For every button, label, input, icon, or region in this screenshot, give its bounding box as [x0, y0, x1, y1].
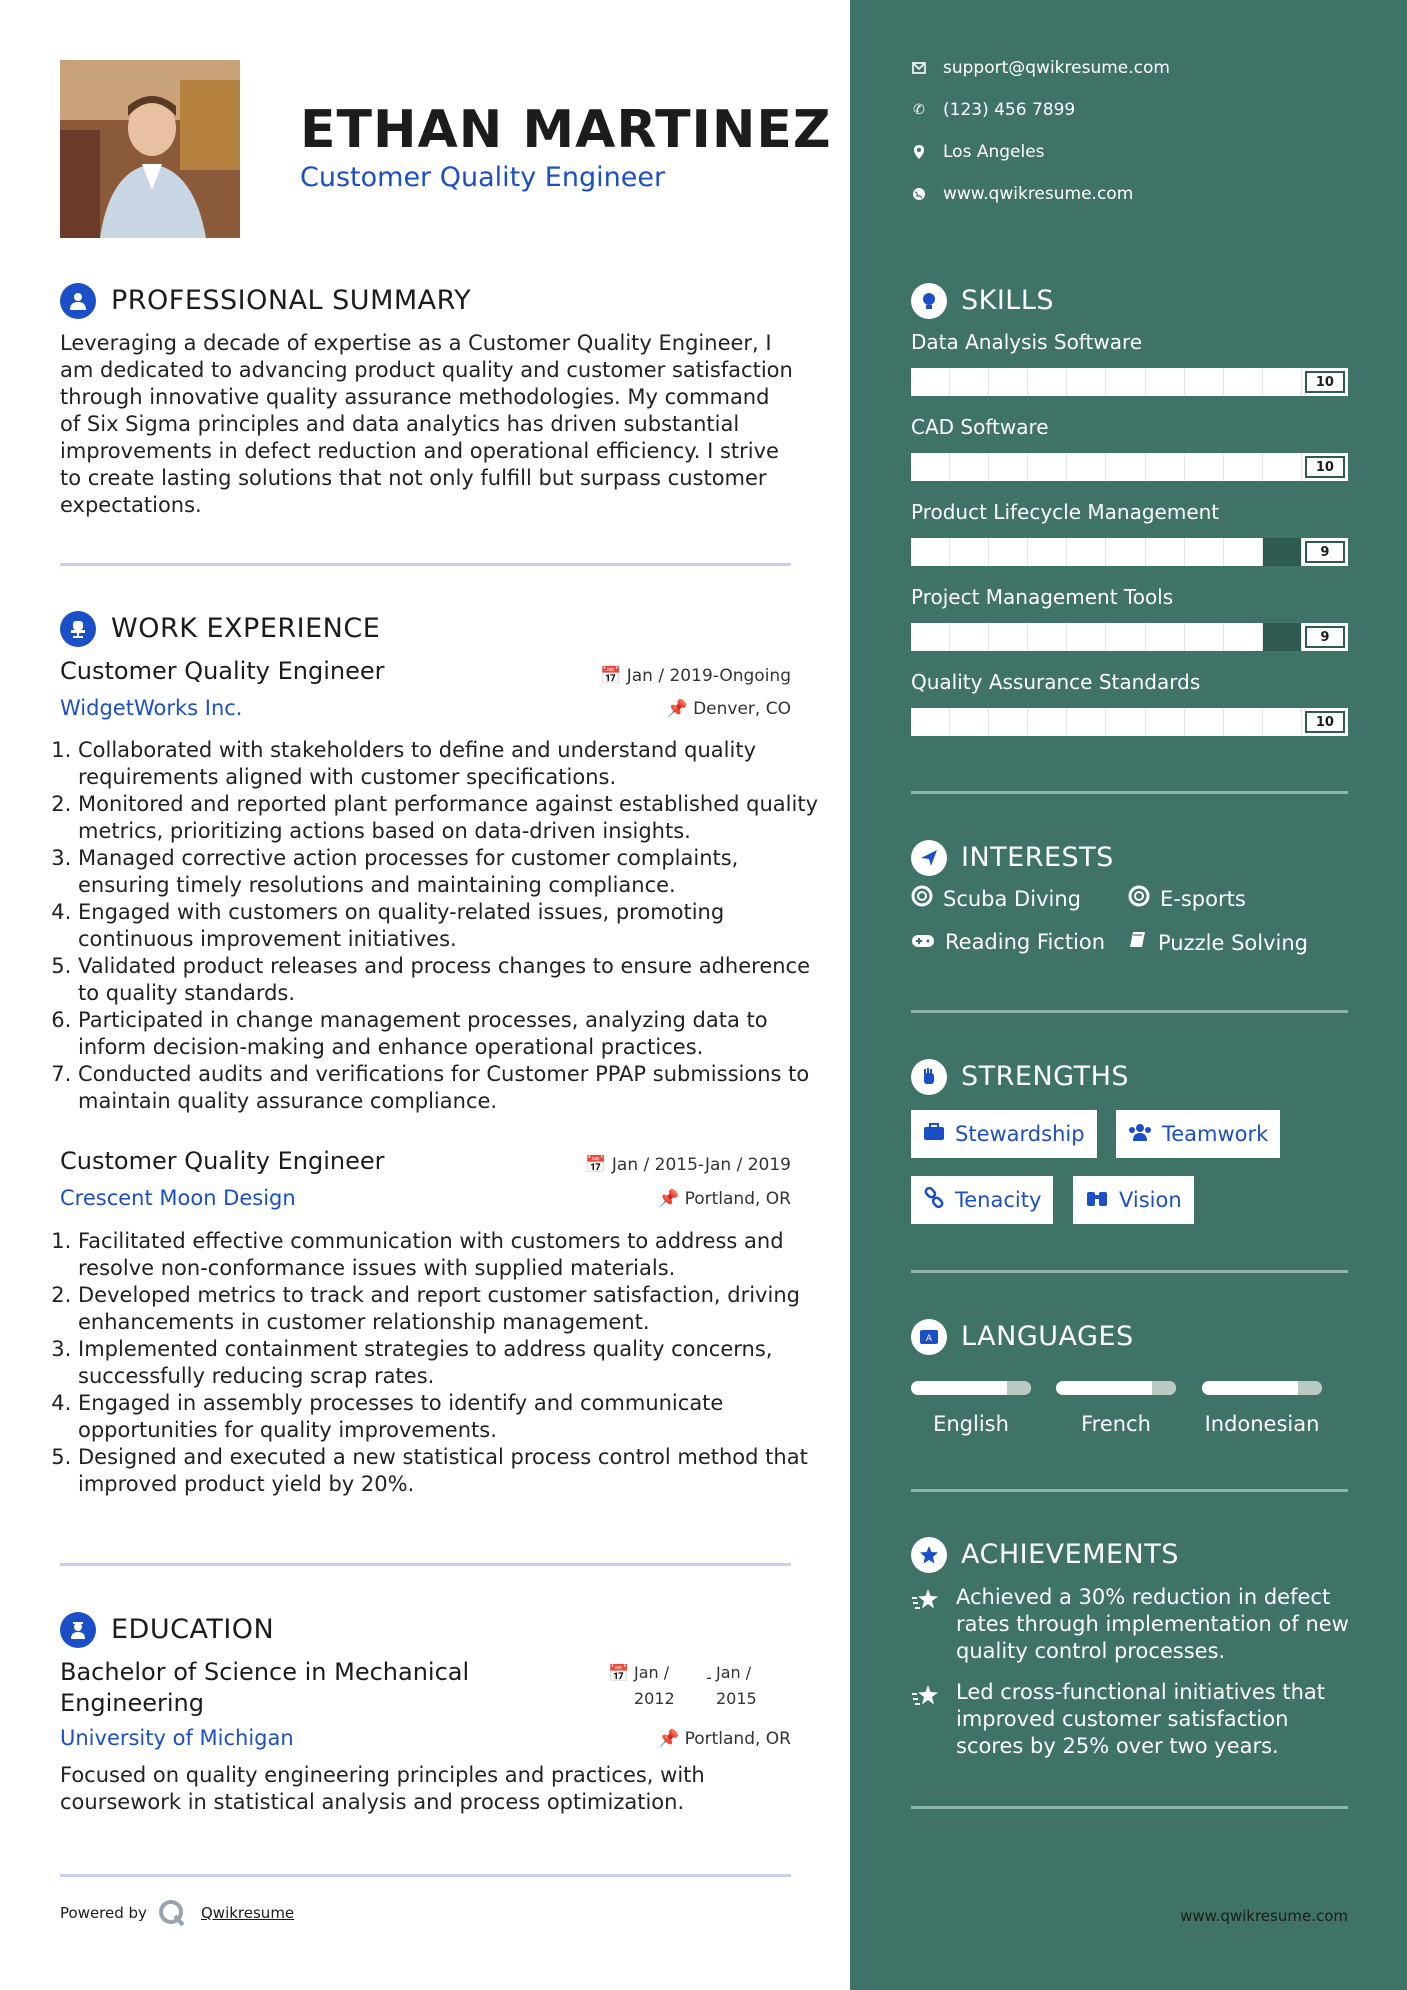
lightbulb-icon — [911, 283, 947, 319]
interests-heading: INTERESTS — [961, 842, 1114, 873]
responsibility-item: 7. Conducted audits and verifications for Customer PPAP submissions to maintain quality assurance compliance. — [78, 1061, 818, 1115]
skill-level-value: 9 — [1305, 626, 1345, 648]
skill-level-segment — [1224, 708, 1263, 736]
skill-level-bar — [911, 368, 1348, 396]
skill-level-segment — [1028, 708, 1067, 736]
job-company: Crescent Moon Design — [60, 1186, 296, 1210]
skill-level-value: 10 — [1305, 711, 1345, 733]
skill-level-segment — [1185, 368, 1224, 396]
skill-level-segment — [1146, 708, 1185, 736]
languages-heading: LANGUAGES — [961, 1321, 1134, 1352]
skill-level-segment — [950, 368, 989, 396]
candidate-title: Customer Quality Engineer — [300, 162, 666, 193]
summary-text: Leveraging a decade of expertise as a Customer Quality Engineer, I am dedicated to advancing product quality and customer satisfaction through innovative quality assurance methodologies. My command of Six Sigma principles and data analytics has driven substantial improvements in defect reduction and operational efficiency. I strive to create lasting solutions that not only fulfill but surpass customer expectations. — [60, 331, 793, 517]
star-icon — [911, 1683, 941, 1713]
section-divider — [60, 563, 791, 566]
calendar-icon: 📅 — [608, 1664, 630, 1684]
skill-level-bar — [911, 538, 1348, 566]
skill-level-bar — [911, 708, 1348, 736]
work-heading: WORK EXPERIENCE — [111, 613, 381, 644]
user-icon — [60, 283, 96, 319]
education-description: Focused on quality engineering principles and practices, with coursework in statistical analysis and process optimization. — [60, 1763, 705, 1814]
qwikresume-logo-icon — [157, 1898, 187, 1928]
responsibility-item: 6. Participated in change management processes, analyzing data to inform decision-making and enhance operational practices. — [78, 1007, 818, 1061]
powered-by-label: Powered by — [60, 1904, 147, 1922]
skill-level-segment — [950, 623, 989, 651]
responsibility-item: 5. Validated product releases and process changes to ensure adherence to quality standards. — [78, 953, 818, 1007]
section-divider — [911, 1270, 1348, 1273]
language-name: Indonesian — [1204, 1412, 1320, 1436]
skill-level-segment — [1106, 453, 1145, 481]
globe-icon — [911, 186, 927, 202]
skill-level-segment — [989, 538, 1028, 566]
school: University of Michigan — [60, 1726, 294, 1750]
skill-label: Quality Assurance Standards — [911, 670, 1201, 694]
responsibility-item: 4. Engaged in assembly processes to identify and communicate opportunities for quality improvements. — [78, 1390, 818, 1444]
skill-level-segment — [1224, 453, 1263, 481]
skill-level-bar — [911, 623, 1348, 651]
section-divider — [60, 1874, 791, 1877]
contact-email[interactable]: support@qwikresume.com — [911, 58, 1170, 78]
skill-level-segment — [1185, 538, 1224, 566]
summary-heading: PROFESSIONAL SUMMARY — [111, 285, 472, 316]
job-location: 📌 Denver, CO — [666, 699, 791, 719]
education-start-date: Jan / 2012 — [634, 1663, 675, 1708]
date-separator: - — [706, 1668, 712, 1687]
job-company: WidgetWorks Inc. — [60, 696, 243, 720]
contact-phone[interactable]: ✆ (123) 456 7899 — [911, 100, 1075, 120]
job-responsibilities — [60, 737, 818, 1115]
skill-level-segment — [1028, 538, 1067, 566]
skill-level-segment — [1224, 538, 1263, 566]
skill-level-segment — [1146, 538, 1185, 566]
calendar-icon: 📅 — [585, 1155, 607, 1175]
language-name: French — [1081, 1412, 1151, 1436]
skill-level-segment — [1067, 708, 1106, 736]
skill-level-segment — [989, 708, 1028, 736]
skill-level-segment — [1146, 368, 1185, 396]
binoculars-icon — [1085, 1188, 1109, 1213]
job-location: 📌 Portland, OR — [658, 1189, 791, 1209]
section-divider — [911, 1010, 1348, 1013]
skill-label: Product Lifecycle Management — [911, 500, 1220, 524]
skill-level-bar — [911, 453, 1348, 481]
strength-tag: Tenacity — [911, 1176, 1053, 1224]
skill-level-value: 9 — [1305, 541, 1345, 563]
book-icon — [1128, 930, 1148, 955]
skill-level-segment — [989, 368, 1028, 396]
profile-photo — [60, 60, 240, 238]
job-dates: 📅 Jan / 2015-Jan / 2019 — [585, 1155, 791, 1175]
skill-level-segment — [989, 623, 1028, 651]
strengths-heading: STRENGTHS — [961, 1061, 1130, 1092]
skill-level-segment — [1106, 538, 1145, 566]
interest-item: Reading Fiction — [911, 930, 1105, 954]
responsibility-item: 3. Managed corrective action processes for customer complaints, ensuring timely resolutions and maintaining compliance. — [78, 845, 818, 899]
responsibility-item: 1. Collaborated with stakeholders to define and understand quality requirements aligned with customer specifications. — [78, 737, 818, 791]
skill-level-segment — [1028, 368, 1067, 396]
skill-level-segment — [911, 623, 950, 651]
contact-location: Los Angeles — [911, 142, 1045, 162]
skill-level-segment — [911, 708, 950, 736]
job-responsibilities — [60, 1228, 818, 1498]
graduate-icon — [60, 1612, 96, 1648]
interest-item: E-sports — [1128, 885, 1246, 912]
strength-tag: Vision — [1073, 1176, 1194, 1224]
job-role: Customer Quality Engineer — [60, 1147, 385, 1175]
section-divider — [911, 791, 1348, 794]
skill-level-segment — [1106, 623, 1145, 651]
skill-level-segment — [1185, 623, 1224, 651]
section-divider — [911, 1806, 1348, 1809]
skill-level-segment — [1263, 368, 1302, 396]
achievement-item: Led cross-functional initiatives that improved customer satisfaction scores by 25% over two years. — [956, 1680, 1326, 1758]
job-role: Customer Quality Engineer — [60, 657, 385, 685]
language-level-fill — [1202, 1381, 1298, 1395]
interest-item: Puzzle Solving — [1128, 930, 1308, 955]
responsibility-item: 2. Monitored and reported plant performance against established quality metrics, prioritizing actions based on data-driven insights. — [78, 791, 818, 845]
skill-level-segment — [1028, 623, 1067, 651]
skill-label: CAD Software — [911, 415, 1049, 439]
pin-icon: 📌 — [666, 699, 688, 719]
skill-level-segment — [911, 453, 950, 481]
skill-level-segment — [1263, 708, 1302, 736]
candidate-name: ETHAN MARTINEZ — [300, 100, 832, 160]
language-level-bar — [911, 1381, 1031, 1395]
envelope-icon — [911, 60, 927, 76]
education-end-date: Jan / 2015 — [716, 1663, 757, 1708]
footer-url[interactable]: www.qwikresume.com — [1180, 1907, 1348, 1925]
skill-level-segment — [1067, 453, 1106, 481]
skills-heading: SKILLS — [961, 285, 1055, 316]
strength-tag: Teamwork — [1116, 1110, 1280, 1158]
hand-icon — [911, 1059, 947, 1095]
skill-level-segment — [1224, 368, 1263, 396]
gamepad-icon — [911, 930, 935, 954]
lifebuoy-icon — [911, 885, 933, 912]
responsibility-item: 5. Designed and executed a new statistical process control method that improved product yield by 20%. — [78, 1444, 818, 1498]
contact-website[interactable]: www.qwikresume.com — [911, 184, 1133, 204]
language-level-fill — [911, 1381, 1007, 1395]
skill-level-segment — [950, 708, 989, 736]
responsibility-item: 2. Developed metrics to track and report customer satisfaction, driving enhancements in customer relationship management. — [78, 1282, 818, 1336]
skill-level-segment — [1146, 623, 1185, 651]
skill-level-value: 10 — [1305, 371, 1345, 393]
skill-level-segment — [1067, 623, 1106, 651]
achievements-heading: ACHIEVEMENTS — [961, 1539, 1179, 1570]
strength-tag: Stewardship — [911, 1110, 1097, 1158]
education-heading: EDUCATION — [111, 1614, 275, 1645]
translate-icon — [911, 1319, 947, 1355]
language-level-rest — [1152, 1381, 1176, 1395]
language-name: English — [933, 1412, 1009, 1436]
skill-level-segment — [989, 453, 1028, 481]
responsibility-item: 4. Engaged with customers on quality-related issues, promoting continuous improvement initiatives. — [78, 899, 818, 953]
skill-level-segment — [1263, 623, 1302, 651]
skill-level-segment — [1185, 708, 1224, 736]
skill-level-segment — [1067, 538, 1106, 566]
skill-level-segment — [1106, 708, 1145, 736]
users-icon — [1128, 1122, 1152, 1146]
paper-plane-icon — [911, 840, 947, 876]
responsibility-item: 1. Facilitated effective communication with customers to address and resolve non-conformance issues with supplied materials. — [78, 1228, 818, 1282]
skill-level-segment — [1224, 623, 1263, 651]
skill-level-segment — [1263, 453, 1302, 481]
skill-level-segment — [1067, 368, 1106, 396]
interest-item: Scuba Diving — [911, 885, 1081, 912]
language-level-bar — [1202, 1381, 1322, 1395]
language-level-bar — [1056, 1381, 1176, 1395]
job-dates: 📅 Jan / 2019-Ongoing — [600, 666, 791, 686]
skill-level-segment — [1146, 453, 1185, 481]
briefcase-chair-icon — [60, 611, 96, 647]
pin-icon: 📌 — [658, 1189, 680, 1209]
degree: Bachelor of Science in Mechanical Engineering — [60, 1658, 470, 1717]
skill-level-segment — [950, 538, 989, 566]
skill-level-segment — [1185, 453, 1224, 481]
skill-level-value: 10 — [1305, 456, 1345, 478]
briefcase-icon — [923, 1122, 945, 1146]
skill-level-segment — [1106, 368, 1145, 396]
skill-level-segment — [911, 538, 950, 566]
education-location: 📌 Portland, OR — [658, 1729, 791, 1749]
language-level-rest — [1007, 1381, 1031, 1395]
skill-label: Data Analysis Software — [911, 330, 1143, 354]
star-badge-icon — [911, 1537, 947, 1573]
language-level-rest — [1298, 1381, 1322, 1395]
phone-icon: ✆ — [913, 102, 925, 118]
achievement-item: Achieved a 30% reduction in defect rates through implementation of new quality control processes. — [956, 1585, 1349, 1663]
map-pin-icon — [911, 144, 927, 160]
language-level-fill — [1056, 1381, 1152, 1395]
svg-text:A: A — [925, 1334, 933, 1344]
responsibility-item: 3. Implemented containment strategies to address quality concerns, successfully reducing scrap rates. — [78, 1336, 818, 1390]
skill-level-segment — [1263, 538, 1302, 566]
pin-icon: 📌 — [658, 1729, 680, 1749]
star-icon — [911, 1587, 941, 1617]
section-divider — [60, 1563, 791, 1566]
section-divider — [911, 1489, 1348, 1492]
skill-level-segment — [911, 368, 950, 396]
skill-level-segment — [950, 453, 989, 481]
link-icon — [923, 1187, 945, 1214]
lifebuoy-icon — [1128, 885, 1150, 912]
qwikresume-link[interactable]: Qwikresume — [201, 1904, 295, 1922]
skill-level-segment — [1028, 453, 1067, 481]
skill-label: Project Management Tools — [911, 585, 1174, 609]
calendar-icon: 📅 — [600, 666, 622, 686]
